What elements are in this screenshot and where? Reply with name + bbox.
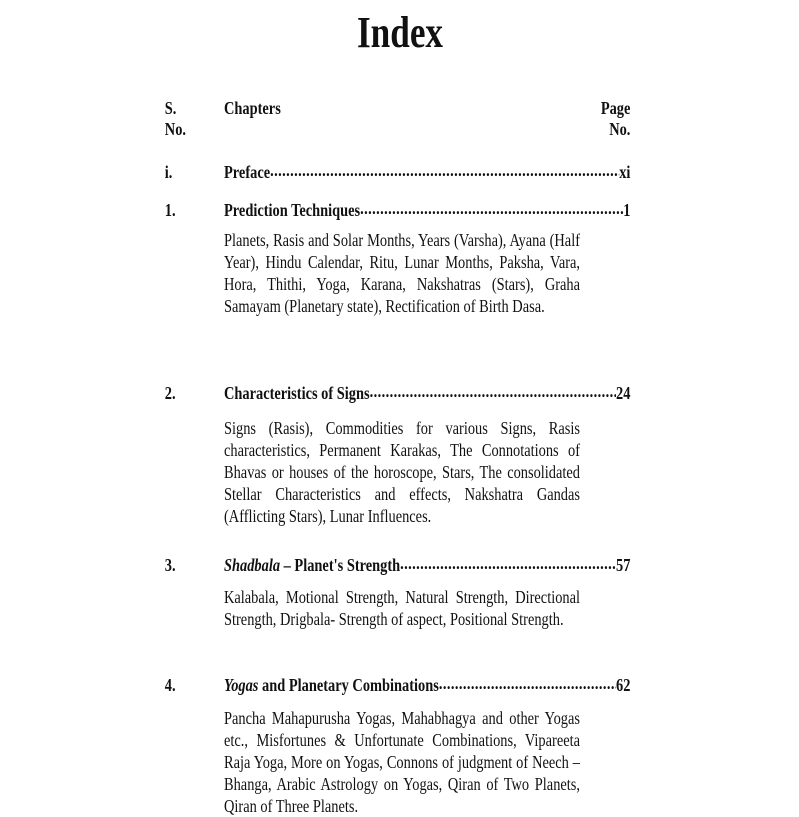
entry-title: Characteristics of Signs: [224, 383, 370, 403]
leader-dots: [439, 674, 616, 696]
header-page-line1: Page: [600, 98, 631, 118]
entry-title-italic: Shadbala: [224, 555, 281, 575]
entry-title: and Planetary Combinations: [258, 675, 439, 695]
entry-number: i.: [164, 162, 173, 182]
toc-entry-chapter-4[interactable]: [224, 674, 630, 696]
entry-page: 1: [623, 200, 631, 220]
toc-entry-preface[interactable]: [224, 161, 630, 183]
entry-number: 3.: [164, 555, 176, 575]
leader-dots: [270, 161, 619, 183]
leader-dots: [370, 382, 616, 404]
toc-entry-chapter-1[interactable]: [224, 199, 630, 221]
entry-description: Kalabala, Motional Strength, Natural Strength, Directional Strength, Drigbala- Strength of aspect, Positional Strength.: [224, 587, 580, 629]
entry-title: – Planet's Strength: [280, 555, 401, 575]
entry-number: 4.: [164, 675, 176, 695]
header-sno: [165, 98, 186, 140]
entry-number: 1.: [164, 200, 176, 220]
header-chapters: Chapters: [224, 98, 281, 118]
entry-title-italic: Yogas: [224, 675, 259, 695]
header-sno-line2: No.: [164, 119, 186, 139]
header-sno-line1: S.: [164, 98, 177, 118]
entry-description: Signs (Rasis), Commodities for various Signs, Rasis characteristics, Permanent Karakas, The Connotations of Bhavas or houses of the horoscope, Stars, The consolidated Stellar Characteristics and effects, Nakshatra Gandas (Afflicting Stars), Lunar Influences.: [224, 418, 580, 526]
entry-description: Pancha Mahapurusha Yogas, Mahabhagya and other Yogas etc., Misfortunes & Unfortunate Combinations, Vipareeta Raja Yoga, More on Yogas, Connons of judgment of Neech – Bhanga, Arabic Astrology on Yogas, Qiran of Two Planets, Qiran of Three Planets.: [224, 708, 580, 816]
entry-page: 24: [616, 383, 631, 403]
entry-title: Prediction Techniques: [224, 200, 361, 220]
toc-entry-chapter-3[interactable]: [224, 554, 630, 576]
page-title: Index: [356, 8, 444, 57]
entry-title: Preface: [224, 162, 271, 182]
header-page-line2: No.: [609, 119, 631, 139]
toc-entry-chapter-2[interactable]: [224, 382, 630, 404]
leader-dots: [400, 554, 616, 576]
entry-number: 2.: [164, 383, 176, 403]
entry-page: 62: [616, 675, 631, 695]
leader-dots: [360, 199, 623, 221]
entry-page: xi: [619, 162, 631, 182]
header-page: [550, 98, 630, 140]
entry-description: Planets, Rasis and Solar Months, Years (Varsha), Ayana (Half Year), Hindu Calendar, Ritu, Lunar Months, Paksha, Vara, Hora, Thithi, Yoga, Karana, Nakshatras (Stars), Graha Samayam (Planetary state), Rectification of Birth Dasa.: [224, 230, 580, 316]
entry-page: 57: [616, 555, 631, 575]
